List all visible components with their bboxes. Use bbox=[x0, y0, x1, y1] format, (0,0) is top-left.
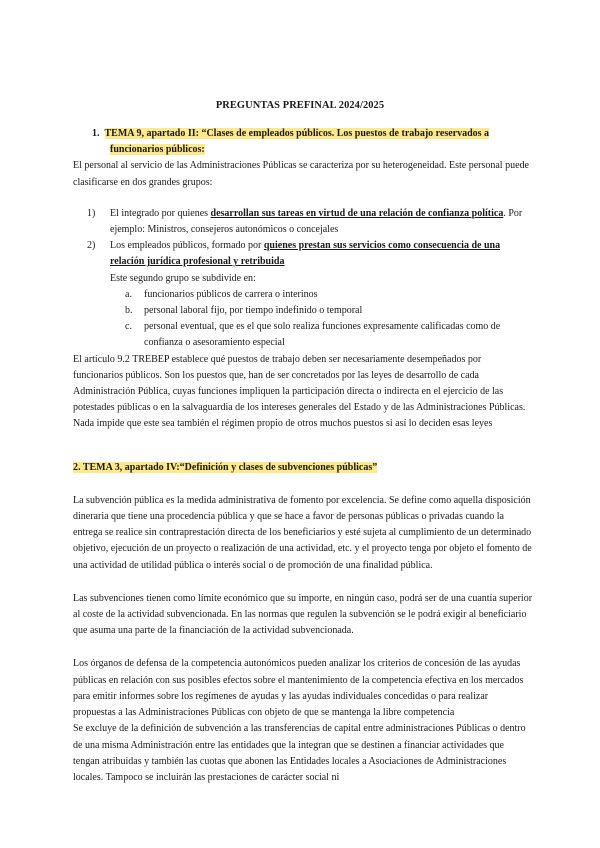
subgroup-text: funcionarios públicos de carrera o interinos bbox=[144, 288, 318, 300]
section-2-paragraph: Los órganos de defensa de la competencia autonómicos pueden analizar los criterios de concesión de las ayudas públicas en relación con sus posibles efectos sobre el mantenimiento de la competencia efectiva en los mercados para emitir informes sobre los regímenes de ayudas y las ayudas individuales concedidas o para realizar propuestas a las Administraciones Públicas con objeto de que se mantenga la libre competencia bbox=[73, 658, 524, 719]
subgroup-intro: Este segundo grupo se subdivide en: bbox=[110, 272, 256, 284]
list-item-emphasis: desarrollan sus tareas en virtud de una relación de confianza política bbox=[210, 207, 504, 219]
subgroup-text: personal eventual, que es el que solo realiza funciones expresamente calificadas como de confianza o asesoramiento especial bbox=[144, 321, 501, 349]
document-body bbox=[73, 126, 533, 786]
section-2-paragraph: Las subvenciones tienen como límite económico que su importe, en ningún caso, podrá ser de una cuantía superior al coste de la actividad subvencionada. En las normas que regulen la subvención se le podrá exigir al beneficiario que asuma una parte de la financiación de la actividad subvencionada. bbox=[73, 592, 533, 637]
list-item-prefix: El integrado por quienes bbox=[110, 207, 211, 219]
section-2-paragraph: La subvención pública es la medida administrativa de fomento por excelencia. Se define como aquella disposición dineraria que tiene una procedencia pública y que se hace a favor de personas públicas o privadas cuando la entrega se realice sin contraprestación directa de los beneficiarios y esté sujeta al cumplimiento de un determinado objetivo, ejecución de un proyecto o realización de una actividad, etc. y el proyecto tenga por objeto el fomento de una actividad de utilidad pública o interés social o de promoción de una finalidad pública. bbox=[73, 494, 532, 571]
list-item bbox=[73, 238, 533, 270]
section-1-heading bbox=[73, 126, 533, 158]
subgroup-item bbox=[73, 303, 533, 319]
subgroup-item bbox=[73, 287, 533, 303]
document-title: PREGUNTAS PREFINAL 2024/2025 bbox=[215, 100, 385, 111]
subgroup-marker: a. bbox=[125, 288, 132, 300]
subgroup-marker: b. bbox=[125, 305, 133, 317]
section-1-closing: El artículo 9.2 TREBEP establece qué puestos de trabajo deben ser necesariamente desempeñados por funcionarios públicos. Son los puestos que, han de ser concretados por las leyes de desarrollo de cada Administración Pública, cuyas funciones impliquen la participación directa o indirecta en el ejercicio de las potestades públicas o en la salvaguardia de los intereses generales del Estado y de las Administraciones Públicas. Nada impide que este sea también el régimen propio de otros muchos puestos si así lo deciden esas leyes bbox=[73, 353, 526, 430]
employee-groups-list bbox=[73, 206, 533, 352]
list-marker: 2) bbox=[87, 240, 96, 252]
subgroup-marker: c. bbox=[125, 321, 132, 333]
list-item bbox=[73, 206, 533, 238]
section-1-intro: El personal al servicio de las Administraciones Públicas se caracteriza por su heterogeneidad. Este personal puede clasificarse en dos grandes grupos: bbox=[73, 160, 529, 188]
list-marker: 1) bbox=[87, 207, 96, 219]
subgroup-item bbox=[73, 319, 533, 351]
section-1-number: 1. bbox=[92, 128, 100, 139]
section-2-heading bbox=[73, 460, 533, 476]
list-item-suffix: . Por ejemplo: Ministros, consejeros autonómicos o concejales bbox=[110, 207, 523, 236]
subgroup-text: personal laboral fijo, por tiempo indefinido o temporal bbox=[144, 305, 363, 317]
section-1-heading-text: TEMA 9, apartado II: “Clases de empleados públicos. Los puestos de trabajo reservados a funcionarios públicos: bbox=[104, 128, 490, 156]
list-item-emphasis: quienes prestan sus servicios como consecuencia de una relación jurídica profesional y retribuida bbox=[110, 240, 501, 268]
section-2-heading-text: 2. TEMA 3, apartado IV:“Definición y clases de subvenciones públicas” bbox=[73, 461, 378, 473]
list-item-prefix: Los empleados públicos, formado por bbox=[110, 240, 264, 252]
section-2-paragraph: Se excluye de la definición de subvención a las transferencias de capital entre administraciones Públicas o dentro de una misma Administración entre las entidades que la integran que se destinen a financiar actividades que tengan atribuidas y también las cuotas que abonen las Entidades locales a Asociaciones de Administraciones locales. Tampoco se incluirán las prestaciones de carácter social ni bbox=[73, 723, 526, 783]
